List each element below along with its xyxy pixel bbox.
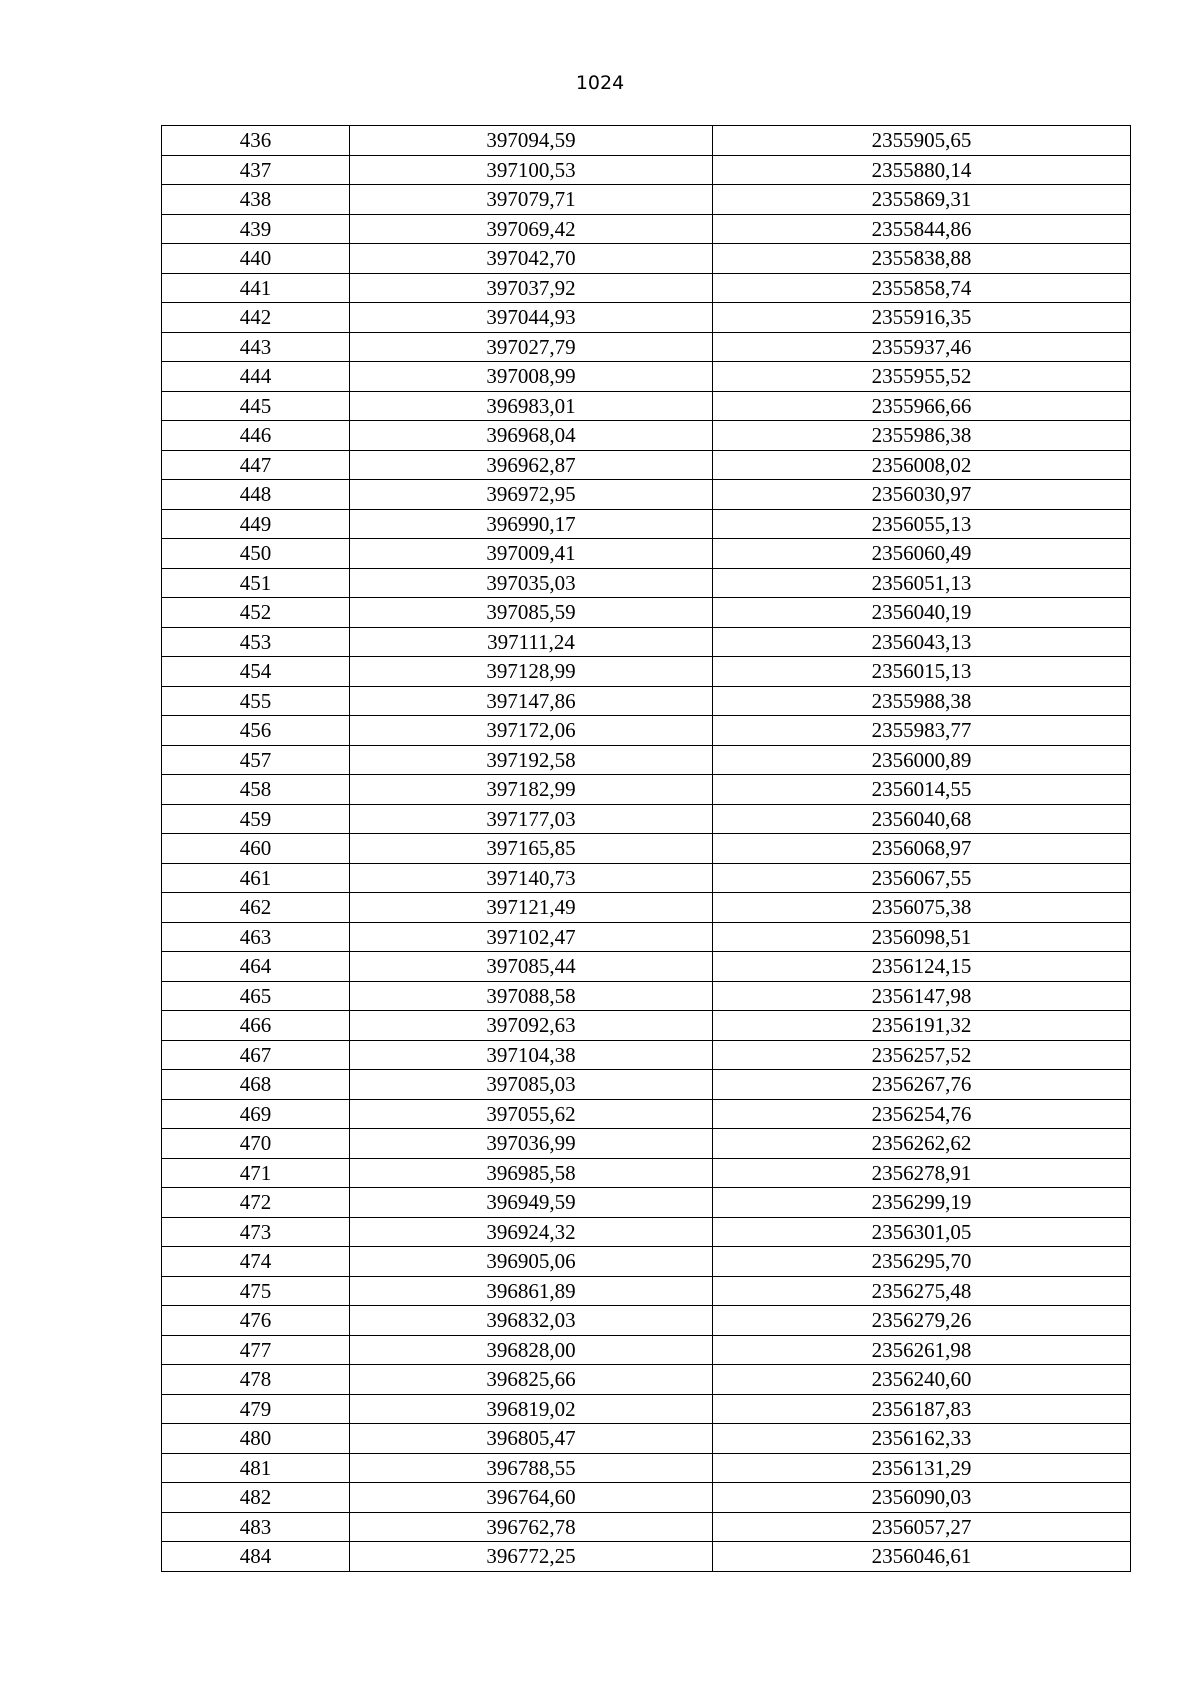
table-row xyxy=(162,1335,1131,1365)
table-row xyxy=(162,480,1131,510)
x-coordinate-cell: 397128,99 xyxy=(350,657,713,687)
point-number-cell: 476 xyxy=(162,1306,350,1336)
table-row xyxy=(162,922,1131,952)
x-coordinate-cell: 397042,70 xyxy=(350,244,713,274)
x-coordinate-cell: 397069,42 xyxy=(350,214,713,244)
y-coordinate-cell: 2355988,38 xyxy=(713,686,1131,716)
y-coordinate-cell: 2356040,68 xyxy=(713,804,1131,834)
point-number-cell: 450 xyxy=(162,539,350,569)
point-number-cell: 443 xyxy=(162,332,350,362)
x-coordinate-cell: 397088,58 xyxy=(350,981,713,1011)
x-coordinate-cell: 396962,87 xyxy=(350,450,713,480)
table-row xyxy=(162,1247,1131,1277)
table-row xyxy=(162,1070,1131,1100)
y-coordinate-cell: 2356040,19 xyxy=(713,598,1131,628)
x-coordinate-cell: 397177,03 xyxy=(350,804,713,834)
table-row xyxy=(162,450,1131,480)
point-number-cell: 478 xyxy=(162,1365,350,1395)
point-number-cell: 462 xyxy=(162,893,350,923)
table-row xyxy=(162,1217,1131,1247)
point-number-cell: 437 xyxy=(162,155,350,185)
point-number-cell: 464 xyxy=(162,952,350,982)
point-number-cell: 452 xyxy=(162,598,350,628)
y-coordinate-cell: 2356000,89 xyxy=(713,745,1131,775)
x-coordinate-cell: 397044,93 xyxy=(350,303,713,333)
y-coordinate-cell: 2356057,27 xyxy=(713,1512,1131,1542)
table-row xyxy=(162,1483,1131,1513)
table-row xyxy=(162,1011,1131,1041)
y-coordinate-cell: 2356254,76 xyxy=(713,1099,1131,1129)
x-coordinate-cell: 397102,47 xyxy=(350,922,713,952)
point-number-cell: 444 xyxy=(162,362,350,392)
y-coordinate-cell: 2355838,88 xyxy=(713,244,1131,274)
y-coordinate-cell: 2356187,83 xyxy=(713,1394,1131,1424)
y-coordinate-cell: 2356301,05 xyxy=(713,1217,1131,1247)
x-coordinate-cell: 397008,99 xyxy=(350,362,713,392)
point-number-cell: 436 xyxy=(162,126,350,156)
x-coordinate-cell: 397140,73 xyxy=(350,863,713,893)
table-row xyxy=(162,716,1131,746)
point-number-cell: 458 xyxy=(162,775,350,805)
x-coordinate-cell: 396819,02 xyxy=(350,1394,713,1424)
point-number-cell: 446 xyxy=(162,421,350,451)
table-row xyxy=(162,1099,1131,1129)
y-coordinate-cell: 2356275,48 xyxy=(713,1276,1131,1306)
table-row xyxy=(162,509,1131,539)
point-number-cell: 467 xyxy=(162,1040,350,1070)
table-row xyxy=(162,126,1131,156)
table-row xyxy=(162,568,1131,598)
point-number-cell: 473 xyxy=(162,1217,350,1247)
x-coordinate-cell: 397100,53 xyxy=(350,155,713,185)
point-number-cell: 453 xyxy=(162,627,350,657)
y-coordinate-cell: 2356067,55 xyxy=(713,863,1131,893)
point-number-cell: 439 xyxy=(162,214,350,244)
y-coordinate-cell: 2356267,76 xyxy=(713,1070,1131,1100)
x-coordinate-cell: 397009,41 xyxy=(350,539,713,569)
point-number-cell: 456 xyxy=(162,716,350,746)
table-row xyxy=(162,273,1131,303)
y-coordinate-cell: 2355983,77 xyxy=(713,716,1131,746)
x-coordinate-cell: 396772,25 xyxy=(350,1542,713,1572)
point-number-cell: 447 xyxy=(162,450,350,480)
table-row xyxy=(162,1365,1131,1395)
point-number-cell: 438 xyxy=(162,185,350,215)
x-coordinate-cell: 396972,95 xyxy=(350,480,713,510)
x-coordinate-cell: 397094,59 xyxy=(350,126,713,156)
x-coordinate-cell: 396924,32 xyxy=(350,1217,713,1247)
table-row xyxy=(162,1040,1131,1070)
table-row xyxy=(162,185,1131,215)
y-coordinate-cell: 2356075,38 xyxy=(713,893,1131,923)
x-coordinate-cell: 396990,17 xyxy=(350,509,713,539)
point-number-cell: 451 xyxy=(162,568,350,598)
point-number-cell: 440 xyxy=(162,244,350,274)
table-row xyxy=(162,1542,1131,1572)
table-row xyxy=(162,244,1131,274)
y-coordinate-cell: 2355869,31 xyxy=(713,185,1131,215)
y-coordinate-cell: 2356030,97 xyxy=(713,480,1131,510)
y-coordinate-cell: 2356240,60 xyxy=(713,1365,1131,1395)
x-coordinate-cell: 397172,06 xyxy=(350,716,713,746)
y-coordinate-cell: 2356090,03 xyxy=(713,1483,1131,1513)
y-coordinate-cell: 2356124,15 xyxy=(713,952,1131,982)
x-coordinate-cell: 396805,47 xyxy=(350,1424,713,1454)
table-row xyxy=(162,745,1131,775)
x-coordinate-cell: 397037,92 xyxy=(350,273,713,303)
table-row xyxy=(162,1424,1131,1454)
x-coordinate-cell: 397111,24 xyxy=(350,627,713,657)
y-coordinate-cell: 2355858,74 xyxy=(713,273,1131,303)
table-row xyxy=(162,804,1131,834)
coordinates-table xyxy=(161,125,1131,1572)
y-coordinate-cell: 2356257,52 xyxy=(713,1040,1131,1070)
y-coordinate-cell: 2355986,38 xyxy=(713,421,1131,451)
x-coordinate-cell: 396905,06 xyxy=(350,1247,713,1277)
point-number-cell: 474 xyxy=(162,1247,350,1277)
y-coordinate-cell: 2356278,91 xyxy=(713,1158,1131,1188)
y-coordinate-cell: 2356055,13 xyxy=(713,509,1131,539)
point-number-cell: 442 xyxy=(162,303,350,333)
point-number-cell: 470 xyxy=(162,1129,350,1159)
table-row xyxy=(162,332,1131,362)
table-row xyxy=(162,155,1131,185)
y-coordinate-cell: 2355966,66 xyxy=(713,391,1131,421)
table-row xyxy=(162,1512,1131,1542)
x-coordinate-cell: 397055,62 xyxy=(350,1099,713,1129)
y-coordinate-cell: 2356295,70 xyxy=(713,1247,1131,1277)
table-row xyxy=(162,303,1131,333)
x-coordinate-cell: 397121,49 xyxy=(350,893,713,923)
table-row xyxy=(162,686,1131,716)
x-coordinate-cell: 396764,60 xyxy=(350,1483,713,1513)
table-row xyxy=(162,362,1131,392)
table-row xyxy=(162,1158,1131,1188)
x-coordinate-cell: 397035,03 xyxy=(350,568,713,598)
table-row xyxy=(162,1129,1131,1159)
y-coordinate-cell: 2356043,13 xyxy=(713,627,1131,657)
y-coordinate-cell: 2356162,33 xyxy=(713,1424,1131,1454)
y-coordinate-cell: 2356131,29 xyxy=(713,1453,1131,1483)
table-row xyxy=(162,952,1131,982)
point-number-cell: 468 xyxy=(162,1070,350,1100)
point-number-cell: 481 xyxy=(162,1453,350,1483)
table-row xyxy=(162,598,1131,628)
table-row xyxy=(162,1188,1131,1218)
point-number-cell: 454 xyxy=(162,657,350,687)
y-coordinate-cell: 2356279,26 xyxy=(713,1306,1131,1336)
x-coordinate-cell: 396985,58 xyxy=(350,1158,713,1188)
y-coordinate-cell: 2356191,32 xyxy=(713,1011,1131,1041)
table-row xyxy=(162,1276,1131,1306)
x-coordinate-cell: 396832,03 xyxy=(350,1306,713,1336)
x-coordinate-cell: 397182,99 xyxy=(350,775,713,805)
point-number-cell: 483 xyxy=(162,1512,350,1542)
y-coordinate-cell: 2356051,13 xyxy=(713,568,1131,598)
y-coordinate-cell: 2356060,49 xyxy=(713,539,1131,569)
y-coordinate-cell: 2355937,46 xyxy=(713,332,1131,362)
y-coordinate-cell: 2356014,55 xyxy=(713,775,1131,805)
point-number-cell: 448 xyxy=(162,480,350,510)
y-coordinate-cell: 2356068,97 xyxy=(713,834,1131,864)
x-coordinate-cell: 397085,44 xyxy=(350,952,713,982)
y-coordinate-cell: 2355844,86 xyxy=(713,214,1131,244)
x-coordinate-cell: 396861,89 xyxy=(350,1276,713,1306)
point-number-cell: 445 xyxy=(162,391,350,421)
point-number-cell: 480 xyxy=(162,1424,350,1454)
table-row xyxy=(162,657,1131,687)
table-row xyxy=(162,627,1131,657)
point-number-cell: 482 xyxy=(162,1483,350,1513)
table-row xyxy=(162,893,1131,923)
table-row xyxy=(162,1394,1131,1424)
x-coordinate-cell: 397092,63 xyxy=(350,1011,713,1041)
point-number-cell: 469 xyxy=(162,1099,350,1129)
table-row xyxy=(162,391,1131,421)
point-number-cell: 459 xyxy=(162,804,350,834)
table-row xyxy=(162,1306,1131,1336)
point-number-cell: 441 xyxy=(162,273,350,303)
x-coordinate-cell: 397165,85 xyxy=(350,834,713,864)
x-coordinate-cell: 397027,79 xyxy=(350,332,713,362)
y-coordinate-cell: 2356261,98 xyxy=(713,1335,1131,1365)
point-number-cell: 479 xyxy=(162,1394,350,1424)
y-coordinate-cell: 2356299,19 xyxy=(713,1188,1131,1218)
point-number-cell: 477 xyxy=(162,1335,350,1365)
point-number-cell: 484 xyxy=(162,1542,350,1572)
x-coordinate-cell: 396788,55 xyxy=(350,1453,713,1483)
table-row xyxy=(162,981,1131,1011)
point-number-cell: 461 xyxy=(162,863,350,893)
y-coordinate-cell: 2356008,02 xyxy=(713,450,1131,480)
page-number: 1024 xyxy=(575,72,625,94)
y-coordinate-cell: 2356147,98 xyxy=(713,981,1131,1011)
y-coordinate-cell: 2355905,65 xyxy=(713,126,1131,156)
table-row xyxy=(162,421,1131,451)
coordinates-table-body xyxy=(162,126,1131,1572)
point-number-cell: 466 xyxy=(162,1011,350,1041)
x-coordinate-cell: 396983,01 xyxy=(350,391,713,421)
x-coordinate-cell: 397192,58 xyxy=(350,745,713,775)
x-coordinate-cell: 397085,03 xyxy=(350,1070,713,1100)
y-coordinate-cell: 2356046,61 xyxy=(713,1542,1131,1572)
y-coordinate-cell: 2356262,62 xyxy=(713,1129,1131,1159)
x-coordinate-cell: 396968,04 xyxy=(350,421,713,451)
point-number-cell: 449 xyxy=(162,509,350,539)
y-coordinate-cell: 2356098,51 xyxy=(713,922,1131,952)
x-coordinate-cell: 396949,59 xyxy=(350,1188,713,1218)
point-number-cell: 465 xyxy=(162,981,350,1011)
table-row xyxy=(162,863,1131,893)
x-coordinate-cell: 397085,59 xyxy=(350,598,713,628)
table-row xyxy=(162,834,1131,864)
y-coordinate-cell: 2355955,52 xyxy=(713,362,1131,392)
x-coordinate-cell: 397104,38 xyxy=(350,1040,713,1070)
point-number-cell: 455 xyxy=(162,686,350,716)
point-number-cell: 472 xyxy=(162,1188,350,1218)
table-row xyxy=(162,539,1131,569)
point-number-cell: 463 xyxy=(162,922,350,952)
point-number-cell: 471 xyxy=(162,1158,350,1188)
point-number-cell: 457 xyxy=(162,745,350,775)
table-row xyxy=(162,214,1131,244)
point-number-cell: 475 xyxy=(162,1276,350,1306)
y-coordinate-cell: 2355916,35 xyxy=(713,303,1131,333)
point-number-cell: 460 xyxy=(162,834,350,864)
y-coordinate-cell: 2356015,13 xyxy=(713,657,1131,687)
table-row xyxy=(162,775,1131,805)
y-coordinate-cell: 2355880,14 xyxy=(713,155,1131,185)
x-coordinate-cell: 396828,00 xyxy=(350,1335,713,1365)
x-coordinate-cell: 397036,99 xyxy=(350,1129,713,1159)
x-coordinate-cell: 397079,71 xyxy=(350,185,713,215)
x-coordinate-cell: 396825,66 xyxy=(350,1365,713,1395)
x-coordinate-cell: 397147,86 xyxy=(350,686,713,716)
table-row xyxy=(162,1453,1131,1483)
x-coordinate-cell: 396762,78 xyxy=(350,1512,713,1542)
